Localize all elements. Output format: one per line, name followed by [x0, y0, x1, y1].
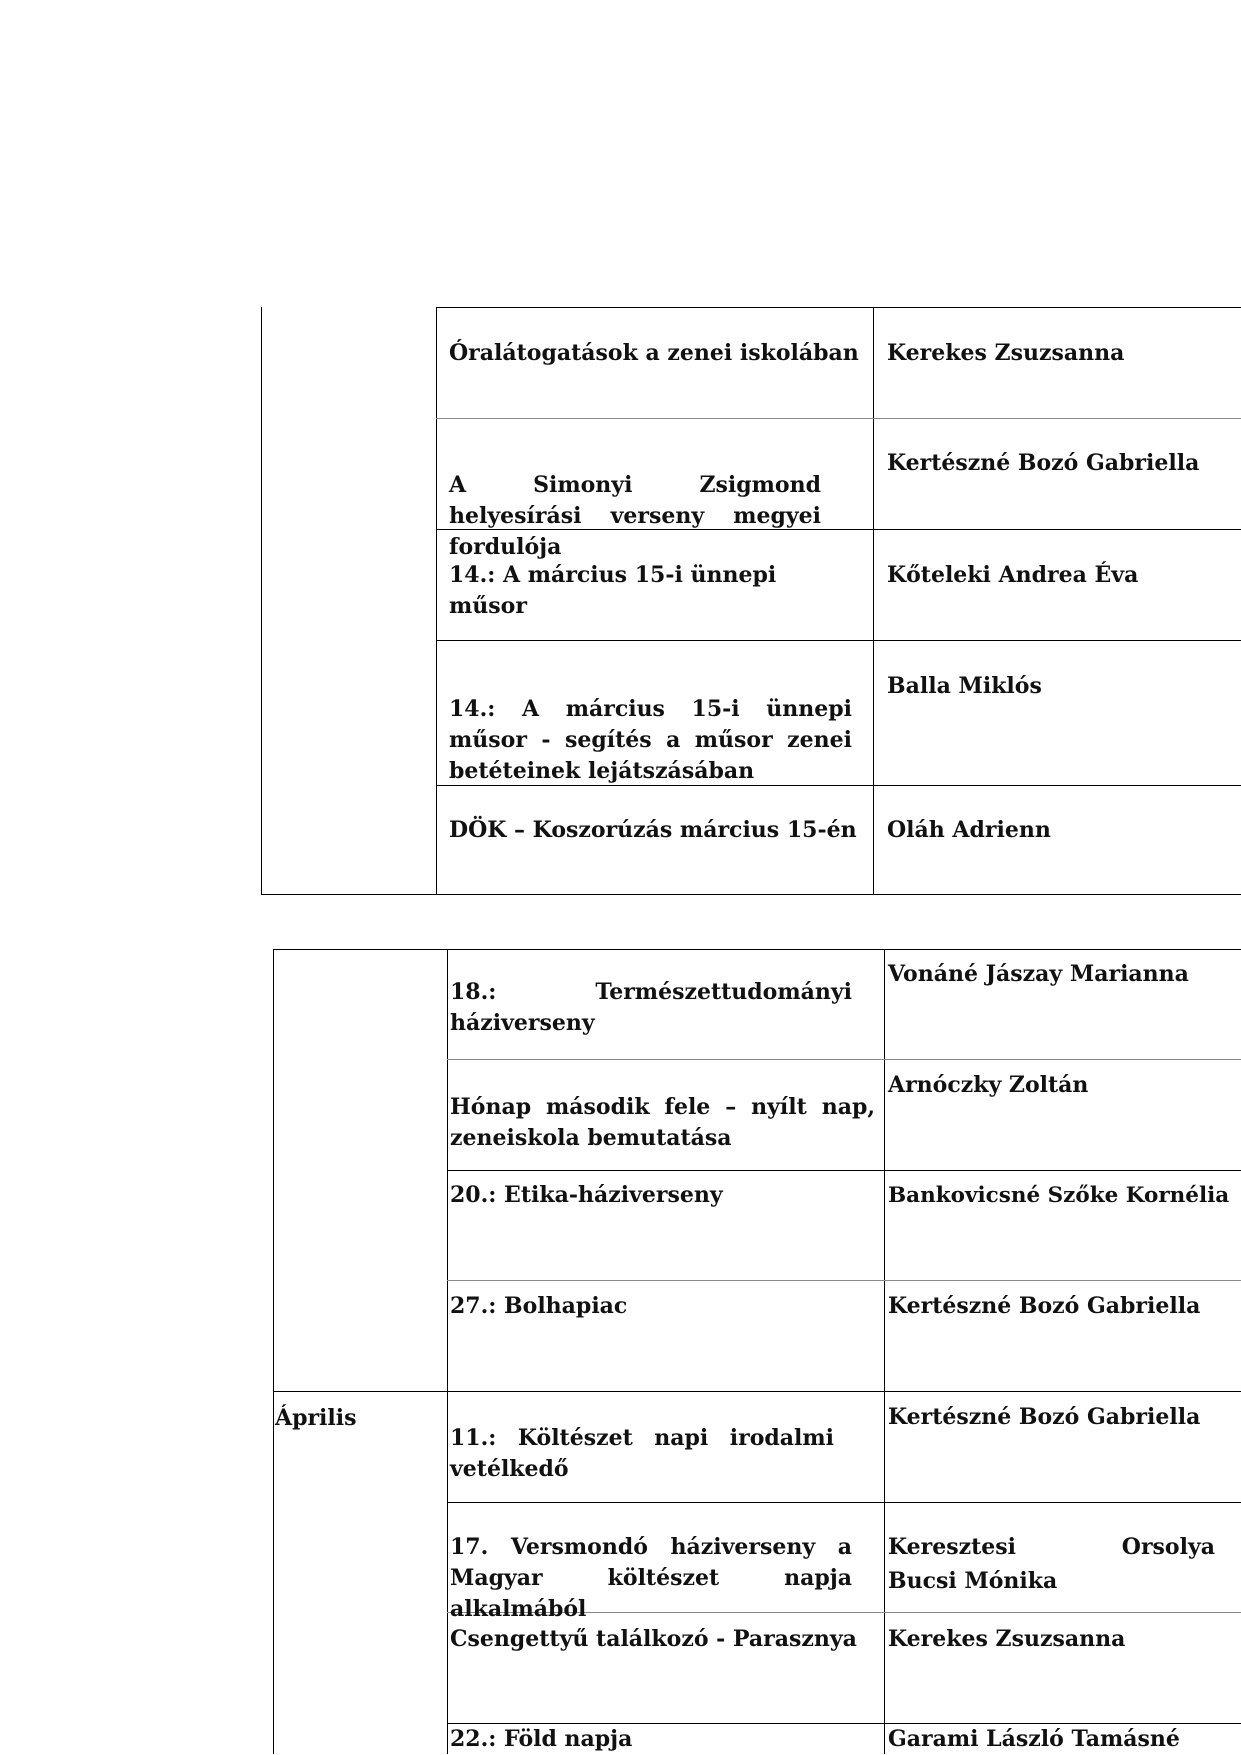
person-cell: Kőteleki Andrea Éva [887, 562, 1139, 588]
table2-row-divider [447, 1502, 1241, 1503]
event-cell: 17. Versmondó háziverseny a Magyar költészet napja alkalmából [450, 1534, 852, 1622]
table2-row-divider [447, 1059, 1241, 1060]
event-cell: A Simonyi Zsigmond helyesírási verseny megyei fordulója [449, 472, 821, 560]
event-cell: 18.: Természettudományi háziverseny [450, 979, 852, 1036]
event-cell: DÖK – Koszorúzás március 15-én [449, 817, 857, 843]
person-cell: Kerekes Zsuzsanna [887, 340, 1125, 366]
person-cell: Arnóczky Zoltán [888, 1072, 1089, 1098]
table1-bottom-border [261, 894, 1241, 895]
person-cell: Vonáné Jászay Marianna [888, 961, 1189, 987]
table2-left-border [273, 949, 274, 1754]
event-cell: 11.: Költészet napi irodalmi vetélkedő [450, 1425, 834, 1482]
table1-row-divider [436, 418, 1241, 419]
table2-month-divider [273, 1391, 1241, 1392]
table2-col-divider-1 [447, 949, 448, 1754]
table2-col-divider-2 [884, 949, 885, 1754]
person-cell: Garami László Tamásné [888, 1726, 1180, 1752]
person-cell: Balla Miklós [887, 673, 1042, 699]
person-cell: Kertészné Bozó Gabriella [888, 1404, 1201, 1430]
event-cell: 14.: A március 15-i ünnepi műsor [449, 562, 777, 619]
event-cell: 14.: A március 15-i ünnepi műsor - segítés a műsor zenei betéteinek lejátszásában [449, 696, 852, 784]
table2-row-divider [447, 1170, 1241, 1171]
person-cell: Kertészné Bozó Gabriella [888, 1293, 1201, 1319]
person-cell: Kerekes Zsuzsanna [888, 1626, 1126, 1652]
table1-left-border [261, 307, 262, 895]
month-label: Április [275, 1405, 357, 1431]
person-cell-second: Bucsi Mónika [888, 1568, 1058, 1594]
event-cell: 22.: Föld napja [450, 1726, 633, 1752]
table1-col-divider-1 [436, 307, 437, 895]
person-cell: Oláh Adrienn [887, 817, 1051, 843]
table2-top-border [273, 949, 1241, 950]
table1-top-border [436, 307, 1241, 308]
event-cell: 20.: Etika-háziverseny [450, 1182, 723, 1208]
table1-col-divider-2 [873, 307, 874, 895]
event-cell: 27.: Bolhapiac [450, 1293, 628, 1319]
event-cell: Csengettyű találkozó - Parasznya [450, 1626, 857, 1652]
person-cell: Bankovicsné Szőke Kornélia [888, 1183, 1230, 1208]
event-cell: Óralátogatások a zenei iskolában [449, 340, 859, 366]
person-cell: Keresztesi Orsolya [888, 1534, 1215, 1560]
person-cell: Kertészné Bozó Gabriella [887, 450, 1200, 476]
event-cell: Hónap második fele – nyílt nap, zeneiskola bemutatása [450, 1094, 875, 1151]
table1-row-divider [436, 640, 1241, 641]
table2-row-divider [447, 1280, 1241, 1281]
